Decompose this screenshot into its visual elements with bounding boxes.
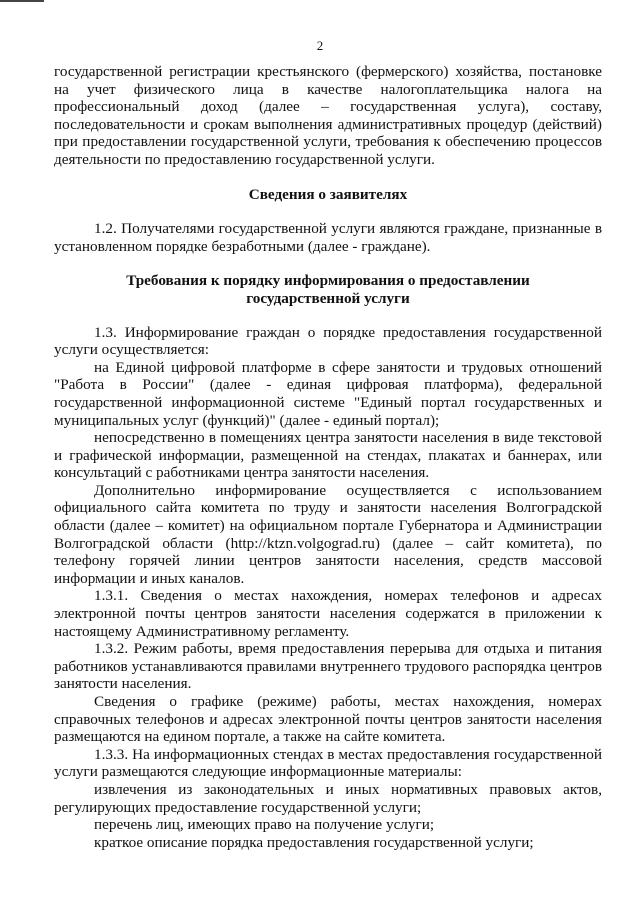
paragraph: непосредственно в помещениях центра занятости населения в виде текстовой и графической информации, размещенной на стендах, плакатах и баннерах, или консультаций с работниками центра занятости населения. — [54, 429, 602, 482]
section-heading: Сведения о заявителях — [248, 185, 408, 203]
scan-corner-mark — [0, 0, 44, 2]
paragraph: 1.2. Получателями государственной услуги являются граждане, признанные в установленном порядке безработными (далее - граждане). — [54, 220, 602, 255]
paragraph: государственной регистрации крестьянского (фермерского) хозяйства, постановке на учет физического лица в качестве налогоплательщика налога на профессиональный доход (далее – государственная услуга), составу, последовательности и срокам выполнения административных процедур (действий) при предоставлении государственной услуги, требования к обеспечению процессов деятельности по предоставлению государственной услуги. — [54, 63, 602, 168]
paragraph: перечень лиц, имеющих право на получение услуги; — [94, 816, 435, 834]
spacer — [54, 308, 602, 324]
paragraph: Сведения о графике (режиме) работы, местах нахождения, номерах справочных телефонов и адресах электронной почты центров занятости населения размещаются на едином портале, а также на сайте комитета. — [54, 693, 602, 746]
spacer — [54, 255, 602, 272]
spacer — [54, 169, 602, 186]
paragraph: 1.3. Информирование граждан о порядке предоставления государственной услуги осуществляется: — [54, 323, 602, 359]
document-body — [54, 63, 602, 851]
paragraph: на Единой цифровой платформе в сфере занятости и трудовых отношений "Работа в России" (далее - единая цифровая платформа), федеральной государственной информационной системе "Единый портал государственных и муниципальных услуг (функций)" (далее - единый портал); — [54, 358, 602, 429]
page-number: 2 — [316, 38, 324, 53]
paragraph: Дополнительно информирование осуществляется с использованием официального сайта комитета по труду и занятости населения Волгоградской области (далее – комитет) на официальном портале Губернатора и Администрации Волгоградской области (http://ktzn.volgograd.ru) (далее – сайт комитета), по телефону горячей линии центров занятости населения, средств массовой информации и иных каналов. — [54, 481, 602, 587]
paragraph: краткое описание порядка предоставления государственной услуги; — [94, 833, 534, 851]
paragraph: 1.3.3. На информационных стендах в местах предоставления государственной услуги размещаются следующие информационные материалы: — [54, 745, 602, 781]
spacer — [54, 203, 602, 220]
paragraph: 1.3.2. Режим работы, время предоставления перерыва для отдыха и питания работников устанавливаются правилами внутреннего трудового распорядка центров занятости населения. — [54, 640, 602, 693]
section-heading: Требования к порядку информирования о предоставлении — [126, 272, 530, 290]
section-heading: государственной услуги — [246, 289, 410, 307]
paragraph: 1.3.1. Сведения о местах нахождения, номерах телефонов и адресах электронной почты центров занятости населения содержатся в приложении к настоящему Административному регламенту. — [54, 587, 602, 640]
paragraph: извлечения из законодательных и иных нормативных правовых актов, регулирующих предоставление государственной услуги; — [54, 780, 602, 816]
